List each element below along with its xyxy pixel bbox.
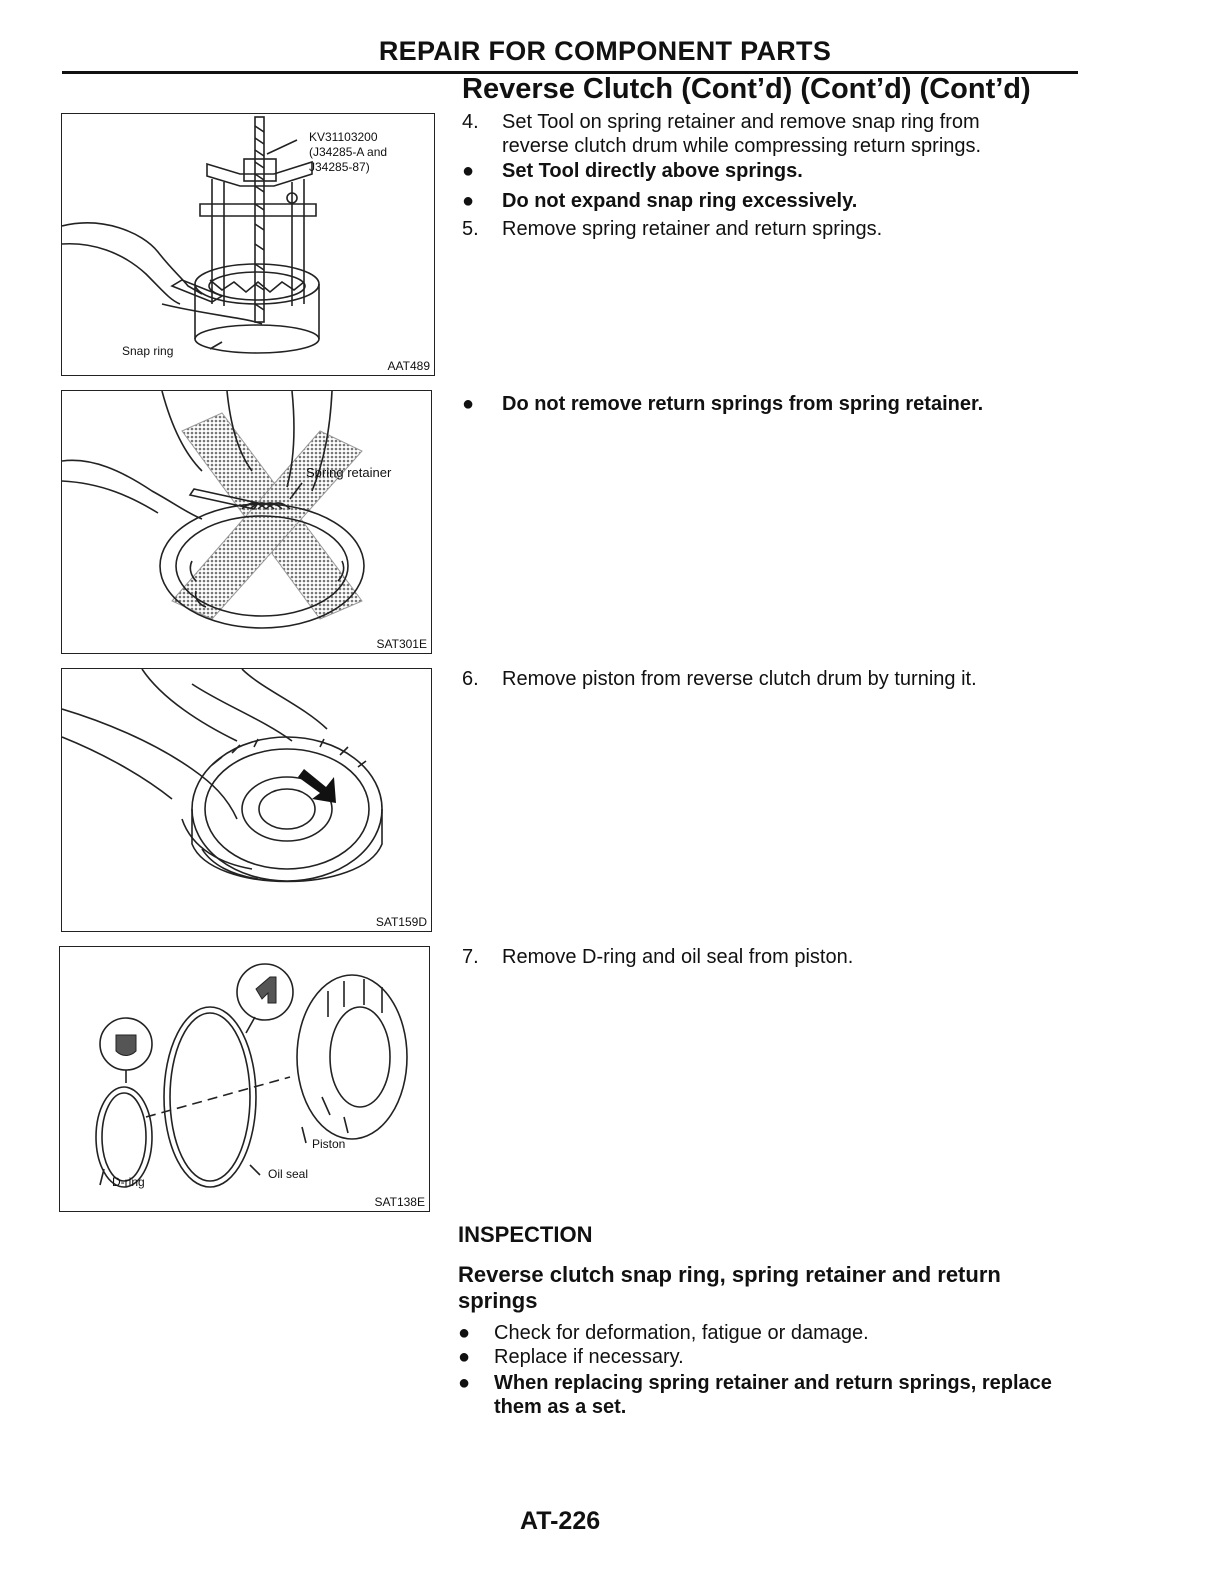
inspection-item-text: Replace if necessary. — [494, 1346, 684, 1368]
inspection-item-text: When replacing spring retainer and return springs, replace them as a set. — [494, 1372, 1052, 1418]
figure-dring-oil-seal — [59, 946, 430, 1212]
bullet-dot: ● — [462, 393, 475, 415]
inspection-heading: INSPECTION — [458, 1222, 593, 1247]
bullet-text: Do not remove return springs from spring retainer. — [502, 393, 984, 415]
page-header-title: REPAIR FOR COMPONENT PARTS — [378, 36, 832, 66]
figure-tool-snap-ring — [61, 113, 435, 376]
bullet-text: Do not expand snap ring excessively. — [502, 190, 858, 212]
oil-seal-section-shape — [256, 977, 276, 1003]
step-text: Set Tool on spring retainer and remove snap ring from — [502, 111, 980, 133]
step-number: 7. — [462, 946, 479, 968]
step-5 — [462, 217, 1082, 241]
snap-ring-label: Snap ring — [122, 344, 174, 358]
page-number: AT-226 — [520, 1507, 601, 1535]
turn-direction-arrow — [298, 769, 336, 803]
bullet-snap-ring-warning — [462, 189, 1062, 213]
figure-piston-removal — [61, 668, 432, 932]
inspection-item — [458, 1321, 1078, 1345]
step-text-cont: reverse clutch drum while compressing return springs. — [502, 135, 982, 157]
bullet-text: Set Tool directly above springs. — [502, 160, 803, 182]
spring-retainer-label: Spring retainer — [306, 465, 392, 480]
bullet-set-tool — [462, 159, 1062, 183]
section-title: Reverse Clutch (Cont’d) (Cont’d) (Cont’d) — [462, 73, 1031, 105]
figure-code: AAT489 — [387, 359, 430, 373]
bullet-dot: ● — [462, 190, 475, 212]
illustration-turning-piston — [62, 669, 431, 931]
step-number: 4. — [462, 111, 479, 133]
bullet-dot: ● — [458, 1346, 471, 1368]
inspection-subheading: Reverse clutch snap ring, spring retainer and return springs — [458, 1262, 1001, 1313]
piston-label: Piston — [312, 1137, 346, 1151]
step-6 — [462, 667, 1082, 691]
bullet-return-springs — [462, 392, 1062, 416]
step-text: Remove piston from reverse clutch drum by turning it. — [502, 668, 977, 690]
bullet-dot: ● — [458, 1372, 471, 1394]
step-text: Remove spring retainer and return springs. — [502, 218, 883, 240]
step-7 — [462, 945, 1082, 969]
inspection-item — [458, 1371, 1078, 1419]
oil-seal-label: Oil seal — [268, 1167, 309, 1181]
illustration-piston-seals — [60, 947, 429, 1211]
figure-code: SAT301E — [376, 637, 427, 651]
step-text: Remove D-ring and oil seal from piston. — [502, 946, 854, 968]
figure-code: SAT159D — [375, 915, 427, 929]
step-number: 6. — [462, 668, 479, 690]
bullet-dot: ● — [462, 160, 475, 182]
figure-spring-retainer — [61, 390, 432, 654]
figure-code: SAT138E — [374, 1195, 425, 1209]
dring-section-shape — [116, 1035, 136, 1056]
inspection-item-text: Check for deformation, fatigue or damage. — [494, 1322, 869, 1344]
step-4 — [462, 110, 1082, 158]
step-number: 5. — [462, 218, 479, 240]
inspection-item — [458, 1345, 1078, 1369]
bullet-dot: ● — [458, 1322, 471, 1344]
illustration-spring-retainer-prohibited — [62, 391, 431, 653]
tool-number-label: KV31103200 (J34285-A and J34285-87) — [309, 130, 388, 174]
dring-label: D-ring — [112, 1175, 145, 1189]
